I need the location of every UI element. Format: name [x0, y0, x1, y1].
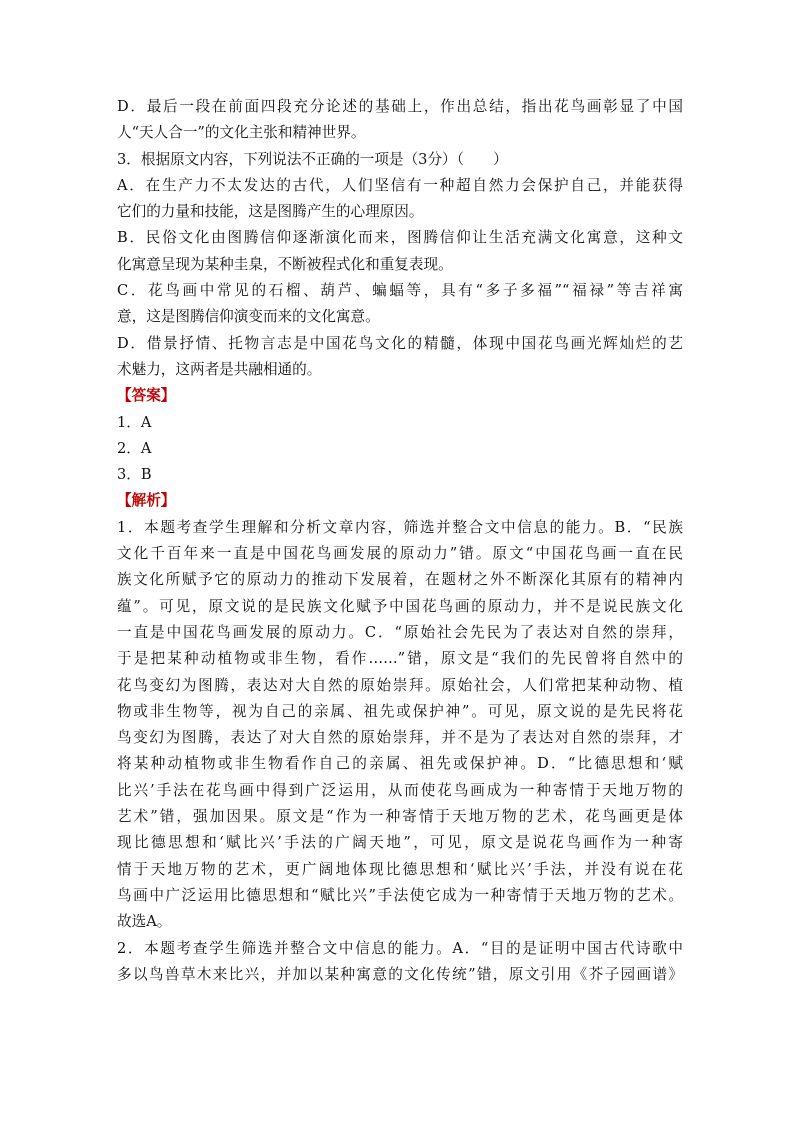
question-3 — [117, 147, 683, 384]
q3-option-a-line: 它们的力量和技能，这是图腾产生的心理原因。 — [117, 203, 424, 221]
text-line: 花鸟变幻为图腾，表达对大自然的原始崇拜。原始社会，人们常把某种动物、植 — [117, 676, 683, 694]
answer-item: 1．A — [117, 413, 152, 431]
analysis-paragraph-2 — [117, 936, 683, 989]
analysis-section — [117, 488, 683, 988]
q3-option-c-line: 意，这是图腾信仰演变而来的文化寓意。 — [117, 308, 380, 326]
q3-option-b-line: 化寓意呈现为某种圭臬，不断被程式化和重复表现。 — [117, 255, 453, 273]
text-line: 人“天人合一”的文化主张和精神世界。 — [117, 124, 366, 142]
text-line: 故选A。 — [117, 913, 172, 931]
q3-option-d-line: 术魅力，这两者是共融相通的。 — [117, 360, 322, 378]
q2-option-d — [117, 94, 683, 147]
text-line: 现比德思想和‘赋比兴’手法的广阔天地”，可见，原文是说花鸟画作为一种寄 — [117, 834, 683, 852]
document-page — [117, 94, 683, 988]
text-line: 族文化所赋予它的原动力的推动下发展着，在题材之外不断深化其原有的精神内 — [117, 571, 683, 589]
text-line: 1．本题考查学生理解和分析文章内容，筛选并整合文中信息的能力。B．“民族 — [117, 518, 683, 536]
text-line: 文化千百年来一直是中国花鸟画发展的原动力”错。原文“中国花鸟画一直在民 — [117, 545, 683, 563]
q3-option-b-line: B．民俗文化由图腾信仰逐渐演化而来，图腾信仰让生活充满文化寓意，这种文 — [117, 229, 683, 247]
q3-option-a-line: A．在生产力不太发达的古代，人们坚信有一种超自然力会保护自己，并能获得 — [117, 176, 683, 194]
answer-section — [117, 383, 683, 488]
answer-item: 3．B — [117, 466, 152, 484]
text-line: 一直是中国花鸟画发展的原动力。C．“原始社会先民为了表达对自然的崇拜， — [117, 623, 683, 641]
text-line: 情于天地万物的艺术，更广阔地体现比德思想和‘赋比兴’手法，并没有说在花 — [117, 860, 683, 878]
analysis-heading: 【解析】 — [117, 492, 176, 510]
text-line: 物或非生物等，视为自己的亲属、祖先或保护神”。可见，原文说的是先民将花 — [117, 702, 683, 720]
text-line: 鸟变幻为图腾，表达了对大自然的原始崇拜，并不是为了表达对自然的崇拜，才 — [117, 729, 683, 747]
question-3-stem: 3．根据原文内容，下列说法不正确的一项是（3分）（ ） — [117, 150, 508, 168]
text-line: 2．本题考查学生筛选并整合文中信息的能力。A．“目的是证明中国古代诗歌中 — [117, 939, 683, 957]
answer-heading: 【答案】 — [117, 387, 176, 405]
text-line: 比兴’手法在花鸟画中得到广泛运用，从而使花鸟画成为一种寄情于天地万物的 — [117, 781, 683, 799]
q3-option-c-line: C．花鸟画中常见的石榴、葫芦、蝙蝠等，具有“多子多福”“福禄”等吉祥寓 — [117, 282, 683, 300]
text-line: 于是把某种动植物或非生物，看作……”错，原文是“我们的先民曾将自然中的 — [117, 650, 683, 668]
text-line: 多以鸟兽草木来比兴，并加以某种寓意的文化传统”错，原文引用《芥子园画谱》 — [117, 965, 683, 983]
analysis-paragraph-1 — [117, 515, 683, 936]
text-line: 艺术”错，强加因果。原文是“作为一种寄情于天地万物的艺术，花鸟画更是体 — [117, 808, 683, 826]
q3-option-d-line: D．借景抒情、托物言志是中国花鸟文化的精髓，体现中国花鸟画光辉灿烂的艺 — [117, 334, 683, 352]
text-line: 将某种动植物或非生物看作自己的亲属、祖先或保护神。D．“比德思想和‘赋 — [117, 755, 683, 773]
text-line: 鸟画中广泛运用比德思想和“赋比兴”手法使它成为一种寄情于天地万物的艺术。 — [117, 886, 683, 904]
text-line: D．最后一段在前面四段充分论述的基础上，作出总结，指出花鸟画彰显了中国 — [117, 98, 683, 115]
text-line: 蕴”。可见，原文说的是民族文化赋予中国花鸟画的原动力，并不是说民族文化 — [117, 597, 683, 615]
answer-item: 2．A — [117, 439, 152, 457]
